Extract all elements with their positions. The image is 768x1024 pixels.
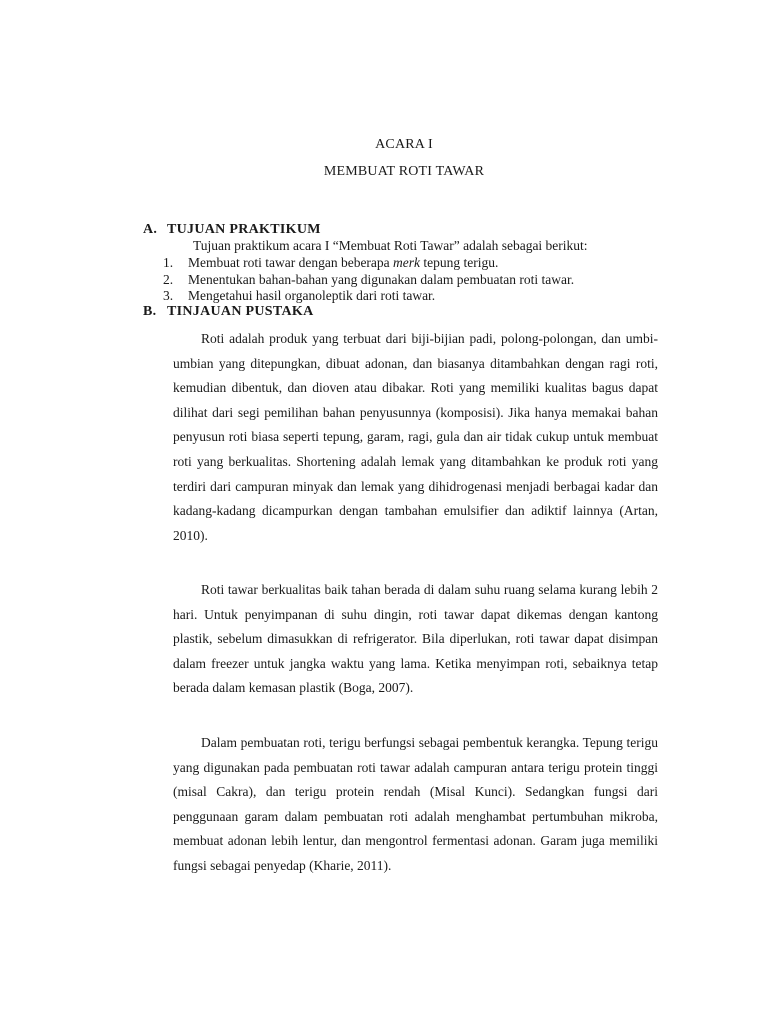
list-text: Membuat roti tawar dengan beberapa [188, 255, 394, 270]
objectives-list [163, 255, 574, 305]
body-paragraph: Dalam pembuatan roti, terigu berfungsi sebagai pembentuk kerangka. Tepung terigu yang digunakan pada pembuatan roti tawar adalah campuran antara terigu protein tinggi (misal Cakra), dan terigu protein rendah (Misal Kunci). Sedangkan fungsi dari penggunaan garam dalam pembuatan roti adalah menghambat pertumbuhan mikroba, membuat adonan lebih lentur, dan mengontrol fermentasi adonan. Garam juga memiliki fungsi sebagai penyedap (Kharie, 2011). [173, 735, 658, 873]
body-paragraph: Roti tawar berkualitas baik tahan berada di dalam suhu ruang selama kurang lebih 2 hari. Untuk penyimpanan di suhu dingin, roti tawar dapat dikemas dengan kantong plastik, sebelum dimasukkan di refrigerator. Bila diperlukan, roti tawar dapat disimpan dalam freezer untuk jangka waktu yang lama. Ketika menyimpan roti, sebaiknya tetap berada dalam kemasan plastik (Boga, 2007). [173, 582, 658, 696]
list-number: 1. [163, 255, 174, 270]
list-text: Mengetahui hasil organoleptik dari roti tawar. [188, 288, 436, 303]
section-letter: B. [143, 304, 157, 319]
list-number: 2. [163, 271, 174, 287]
section-letter: A. [143, 222, 158, 237]
list-item [163, 288, 574, 305]
section-heading-tinjauan [143, 304, 314, 320]
list-text: Menentukan bahan-bahan yang digunakan dalam pembuatan roti tawar. [188, 271, 575, 287]
list-emphasis: merk [393, 255, 421, 270]
list-item [163, 255, 574, 272]
section-title: TINJAUAN PUSTAKA [167, 304, 314, 319]
section-intro: Tujuan praktikum acara I “Membuat Roti Tawar” adalah sebagai berikut: [193, 238, 588, 253]
document-title: ACARA I [375, 137, 433, 152]
section-title: TUJUAN PRAKTIKUM [167, 222, 321, 237]
body-paragraph: Roti adalah produk yang terbuat dari biji-bijian padi, polong-polongan, dan umbi-umbian yang ditepungkan, dibuat adonan, dan biasanya ditambahkan dengan ragi roti, kemudian dibentuk, dan dioven atau dibakar. Roti yang memiliki kualitas bagus dapat dilihat dari segi pemilihan bahan penyusunnya (komposisi). Jika hanya memakai bahan penyusun roti biasa seperti tepung, garam, ragi, gula dan air tidak cukup untuk membuat roti yang berkualitas. Shortening adalah lemak yang ditambahkan ke produk roti yang terdiri dari campuran minyak dan lemak yang dihidrogenasi menjadi berbagai kadar dan kadang-kadang dicampurkan dengan tambahan emulsifier dan adiktif lainnya (Artan, 2010). [173, 331, 658, 543]
list-number: 3. [163, 288, 174, 303]
list-text: tepung terigu. [420, 255, 499, 270]
section-heading-tujuan [143, 222, 321, 238]
document-subtitle: MEMBUAT ROTI TAWAR [323, 164, 485, 179]
list-item [163, 272, 574, 289]
